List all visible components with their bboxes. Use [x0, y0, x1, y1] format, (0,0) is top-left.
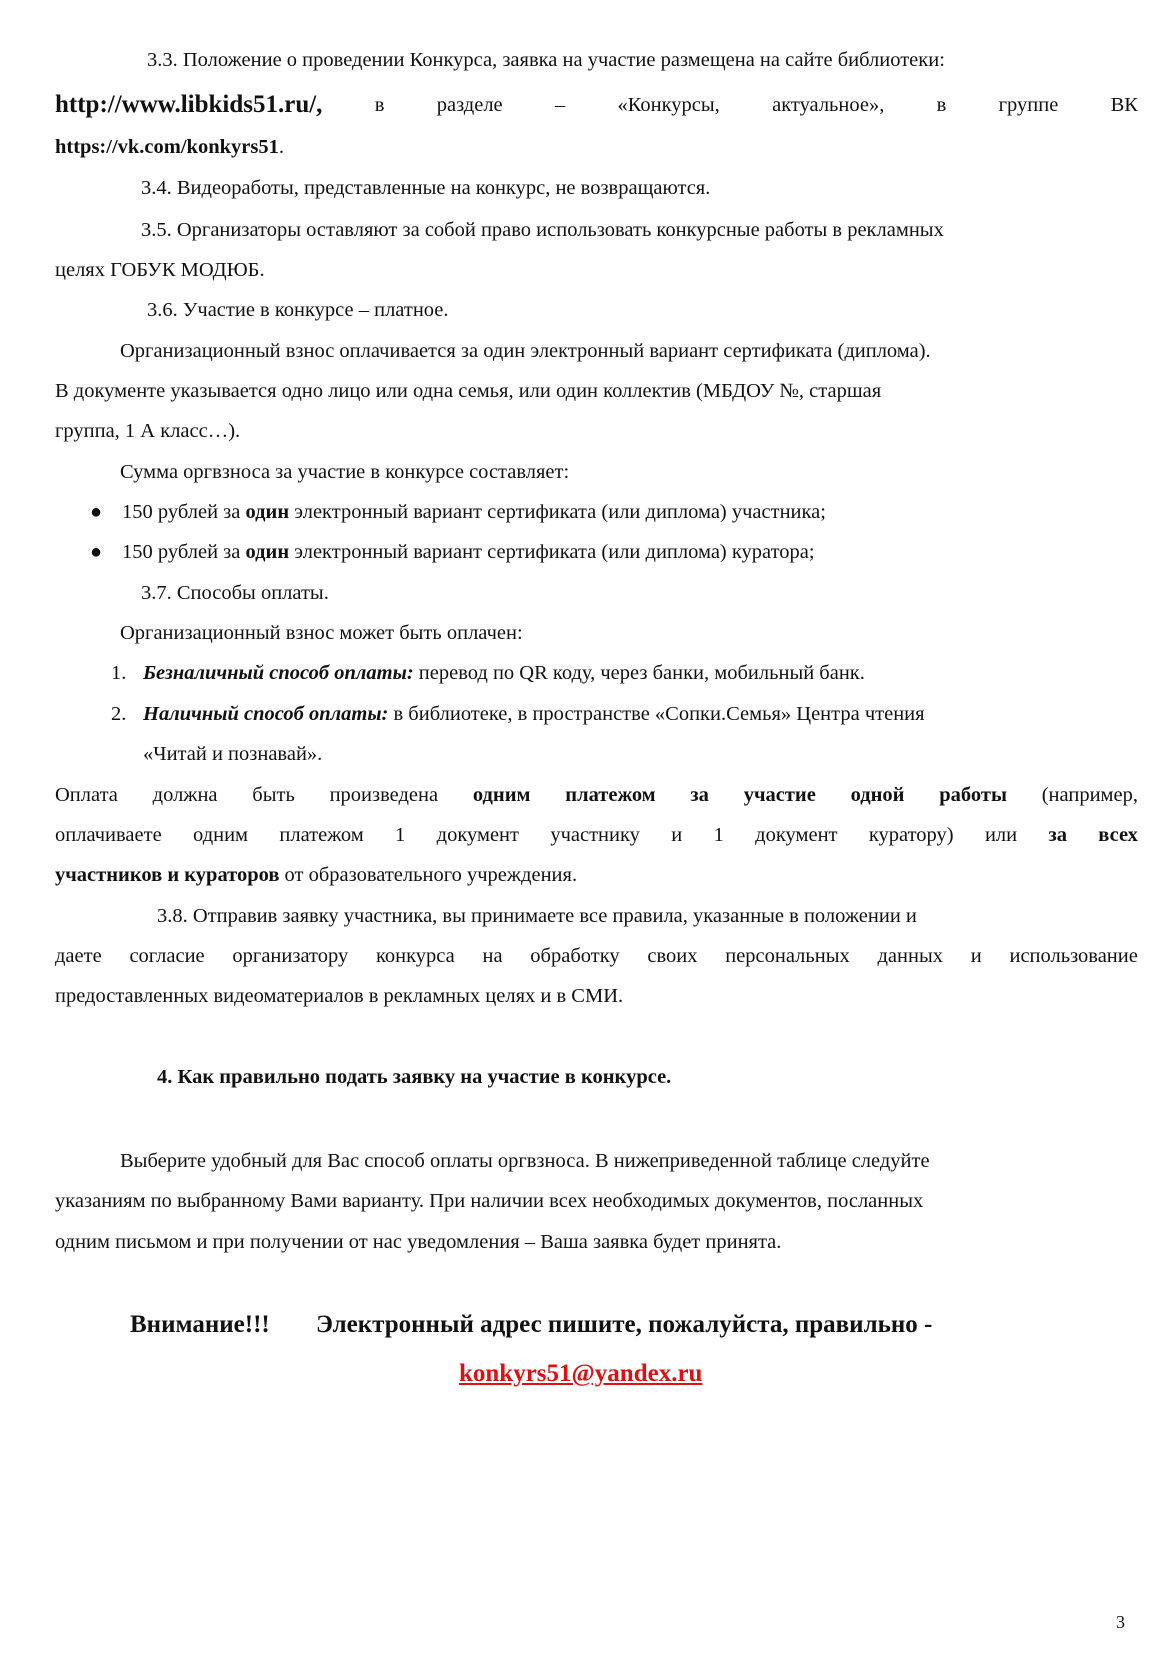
section-3-7-title: 3.7. Способы оплаты. [141, 582, 329, 604]
word: или [984, 824, 1018, 846]
fee-paragraph-line1: Организационный взнос оплачивается за один электронный вариант сертификата (диплома). [120, 340, 931, 362]
word: быть [252, 784, 295, 806]
word: – [554, 94, 566, 116]
bullet-icon: ● [90, 541, 103, 563]
section-3-3-line2 [55, 89, 1138, 121]
word: актуальное», [772, 94, 885, 116]
fee-sum-intro: Сумма оргвзноса за участие в конкурсе составляет: [120, 461, 570, 483]
payment-intro: Организационный взнос может быть оплачен: [120, 622, 523, 644]
word: конкурса [375, 945, 455, 967]
method-text: перевод по QR коду, через банки, мобильный банк. [413, 662, 865, 684]
section-4-line1: Выберите удобный для Вас способ оплаты оргвзноса. В нижеприведенной таблице следуйте [120, 1150, 930, 1172]
word: в [936, 94, 947, 116]
emphasis: один [245, 501, 290, 523]
emphasis: один [245, 541, 290, 563]
section-3-8-line1: 3.8. Отправив заявку участника, вы принимаете все правила, указанные в положении и [157, 905, 917, 927]
emphasis: участников и кураторов [55, 864, 280, 886]
word: и [671, 824, 683, 846]
word: обработку [530, 945, 620, 967]
section-3-3-line3 [55, 134, 284, 160]
section-3-4: 3.4. Видеоработы, представленные на конкурс, не возвращаются. [141, 177, 711, 199]
word: 1 [395, 824, 406, 846]
word: должна [152, 784, 218, 806]
word: согласие [129, 945, 205, 967]
method-label: Безналичный способ оплаты: [143, 662, 414, 684]
payment-method-item [143, 701, 925, 727]
text: от образовательного учреждения. [279, 864, 578, 886]
period: . [278, 136, 284, 158]
word: данных [877, 945, 943, 967]
word: за [690, 784, 709, 806]
word: организатору [232, 945, 349, 967]
word: одной [850, 784, 905, 806]
text: 150 рублей за [122, 501, 246, 523]
section-3-8-line3: предоставленных видеоматериалов в рекламных целях и в СМИ. [55, 985, 624, 1007]
payment-method-continuation: «Читай и познавай». [143, 743, 323, 765]
attention-label: Внимание!!! [130, 1311, 270, 1338]
payment-rule-line3 [55, 862, 577, 888]
list-number: 2. [111, 703, 127, 725]
page-number: 3 [1116, 1612, 1125, 1632]
word: произведена [329, 784, 439, 806]
word: группе [998, 94, 1059, 116]
word: участнику [550, 824, 640, 846]
word: куратору) [868, 824, 954, 846]
payment-rule-line1 [55, 782, 1138, 808]
payment-method-item [143, 660, 865, 686]
word: своих [647, 945, 698, 967]
payment-rule-line2 [55, 822, 1138, 848]
word: платежом [279, 824, 364, 846]
word: за [1048, 824, 1067, 846]
word: 1 [713, 824, 724, 846]
word: «Конкурсы, [617, 94, 720, 116]
word: на [482, 945, 503, 967]
section-4-heading: 4. Как правильно подать заявку на участие в конкурсе. [157, 1066, 672, 1088]
attention-text: Электронный адрес пишите, пожалуйста, правильно - [316, 1311, 933, 1338]
word: Оплата [55, 784, 118, 806]
section-3-5-line1: 3.5. Организаторы оставляют за собой право использовать конкурсные работы в рекламных [141, 219, 944, 241]
word: одним [472, 784, 531, 806]
method-text: в библиотеке, в пространстве «Сопки.Семья» Центра чтения [388, 703, 925, 725]
text: электронный вариант сертификата (или диплома) куратора; [289, 541, 815, 563]
word: в [374, 94, 385, 116]
section-3-5-line2: целях ГОБУК МОДЮБ. [55, 259, 265, 281]
text: 150 рублей за [122, 541, 246, 563]
word: одним [193, 824, 249, 846]
section-3-6-title: 3.6. Участие в конкурсе – платное. [147, 299, 449, 321]
fee-bullet-item [122, 539, 815, 565]
word: платежом [565, 784, 656, 806]
word: (например, [1041, 784, 1138, 806]
word: документ [755, 824, 838, 846]
site-link[interactable]: http://www.libkids51.ru/, [55, 91, 323, 118]
email-link[interactable]: konkyrs51@yandex.ru [459, 1360, 703, 1387]
list-number: 1. [111, 662, 127, 684]
word: всех [1098, 824, 1138, 846]
word: оплачиваете [55, 824, 162, 846]
word: использование [1009, 945, 1138, 967]
word: ВК [1110, 94, 1138, 116]
word: персональных [725, 945, 850, 967]
word: и [970, 945, 982, 967]
bullet-icon: ● [90, 501, 103, 523]
section-3-8-line2 [55, 943, 1138, 969]
word: даете [55, 945, 102, 967]
fee-paragraph-line2: В документе указывается одно лицо или одна семья, или один коллектив (МБДОУ №, старшая [55, 380, 882, 402]
word: работы [939, 784, 1007, 806]
section-4-line3: одним письмом и при получении от нас уведомления – Ваша заявка будет принята. [55, 1231, 782, 1253]
method-label: Наличный способ оплаты: [143, 703, 389, 725]
word: разделе [436, 94, 503, 116]
section-4-line2: указаниям по выбранному Вами варианту. При наличии всех необходимых документов, посланных [55, 1190, 924, 1212]
fee-bullet-item [122, 499, 826, 525]
word: участие [743, 784, 816, 806]
text: электронный вариант сертификата (или диплома) участника; [289, 501, 826, 523]
word: документ [436, 824, 519, 846]
vk-link[interactable]: https://vk.com/konkyrs51 [55, 136, 279, 158]
section-3-3-line1: 3.3. Положение о проведении Конкурса, заявка на участие размещена на сайте библиотеки: [147, 49, 945, 71]
fee-paragraph-line3: группа, 1 А класс…). [55, 420, 241, 442]
